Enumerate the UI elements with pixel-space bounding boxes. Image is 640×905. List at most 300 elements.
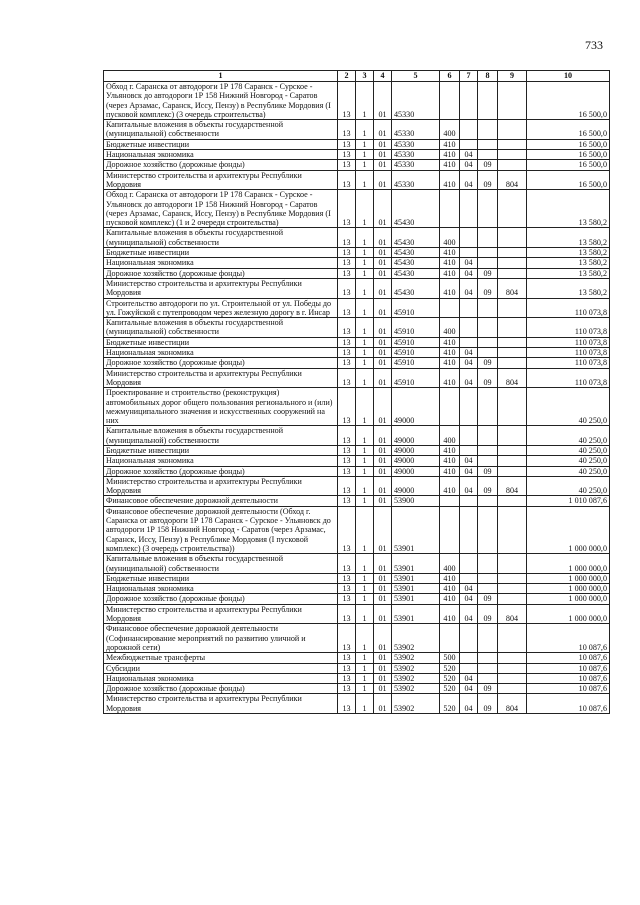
table-row — [104, 368, 610, 388]
amount-cell: 13 580,2 — [527, 190, 610, 228]
amount-cell: 10 087,6 — [527, 673, 610, 683]
department-code-cell — [498, 248, 527, 258]
subsection-code-cell — [478, 150, 498, 160]
item-name-cell: Национальная экономика — [104, 673, 338, 683]
header-row — [104, 71, 610, 82]
program-code-cell: 1 — [356, 258, 374, 268]
amount-cell: 10 087,6 — [527, 624, 610, 653]
table-row — [104, 594, 610, 604]
expense-type-cell: 520 — [440, 673, 460, 683]
department-code-cell — [498, 388, 527, 426]
section-code-cell: 04 — [460, 358, 478, 368]
section-code-cell: 04 — [460, 594, 478, 604]
column-header: 5 — [392, 71, 440, 82]
target-code-cell: 45910 — [392, 337, 440, 347]
subsection-code-cell — [478, 258, 498, 268]
subprogram-code-cell: 01 — [374, 258, 392, 268]
department-code-cell: 804 — [498, 694, 527, 714]
program-code-cell: 1 — [356, 358, 374, 368]
section-code-cell: 04 — [460, 348, 478, 358]
item-name-cell: Финансовое обеспечение дорожной деятельности (Софинансирование мероприятий по развитию уличной и дорожной сети) — [104, 624, 338, 653]
expense-type-cell: 520 — [440, 694, 460, 714]
subprogram-code-cell: 01 — [374, 584, 392, 594]
section-code-cell — [460, 624, 478, 653]
ministry-code-cell: 13 — [338, 298, 356, 318]
expense-type-cell: 410 — [440, 278, 460, 298]
subprogram-code-cell: 01 — [374, 278, 392, 298]
table-row — [104, 663, 610, 673]
subprogram-code-cell: 01 — [374, 190, 392, 228]
subsection-code-cell: 09 — [478, 604, 498, 624]
program-code-cell: 1 — [356, 426, 374, 446]
subprogram-code-cell: 01 — [374, 694, 392, 714]
subsection-code-cell — [478, 82, 498, 120]
page-number: 733 — [585, 38, 603, 52]
subprogram-code-cell: 01 — [374, 594, 392, 604]
amount-cell: 1 000 000,0 — [527, 604, 610, 624]
department-code-cell — [498, 673, 527, 683]
expense-type-cell — [440, 506, 460, 553]
expense-type-cell: 410 — [440, 268, 460, 278]
department-code-cell — [498, 358, 527, 368]
target-code-cell: 53901 — [392, 604, 440, 624]
subsection-code-cell — [478, 445, 498, 455]
section-code-cell: 04 — [460, 258, 478, 268]
amount-cell: 110 073,8 — [527, 318, 610, 338]
department-code-cell — [498, 348, 527, 358]
department-code-cell — [498, 337, 527, 347]
section-code-cell: 04 — [460, 456, 478, 466]
subsection-code-cell: 09 — [478, 476, 498, 496]
expense-type-cell — [440, 496, 460, 506]
table-row — [104, 496, 610, 506]
target-code-cell: 49000 — [392, 476, 440, 496]
program-code-cell: 1 — [356, 228, 374, 248]
subsection-code-cell — [478, 120, 498, 140]
program-code-cell: 1 — [356, 190, 374, 228]
target-code-cell: 45430 — [392, 268, 440, 278]
item-name-cell: Субсидии — [104, 663, 338, 673]
amount-cell: 40 250,0 — [527, 466, 610, 476]
amount-cell: 13 580,2 — [527, 228, 610, 248]
table-row — [104, 318, 610, 338]
department-code-cell: 804 — [498, 368, 527, 388]
amount-cell: 40 250,0 — [527, 388, 610, 426]
item-name-cell: Бюджетные инвестиции — [104, 248, 338, 258]
department-code-cell — [498, 426, 527, 446]
item-name-cell: Межбюджетные трансферты — [104, 653, 338, 663]
program-code-cell: 1 — [356, 456, 374, 466]
section-code-cell — [460, 496, 478, 506]
target-code-cell: 49000 — [392, 445, 440, 455]
amount-cell: 40 250,0 — [527, 476, 610, 496]
amount-cell: 16 500,0 — [527, 170, 610, 190]
ministry-code-cell: 13 — [338, 268, 356, 278]
target-code-cell: 45910 — [392, 348, 440, 358]
section-code-cell — [460, 554, 478, 574]
program-code-cell: 1 — [356, 445, 374, 455]
amount-cell: 40 250,0 — [527, 426, 610, 446]
department-code-cell — [498, 663, 527, 673]
department-code-cell — [498, 445, 527, 455]
amount-cell: 16 500,0 — [527, 82, 610, 120]
subprogram-code-cell: 01 — [374, 496, 392, 506]
expense-type-cell: 500 — [440, 653, 460, 663]
table-body — [104, 82, 610, 714]
table-row — [104, 258, 610, 268]
target-code-cell: 53901 — [392, 506, 440, 553]
target-code-cell: 45910 — [392, 358, 440, 368]
ministry-code-cell: 13 — [338, 228, 356, 248]
table-row — [104, 426, 610, 446]
subsection-code-cell — [478, 337, 498, 347]
expense-type-cell: 410 — [440, 337, 460, 347]
department-code-cell — [498, 624, 527, 653]
target-code-cell: 53901 — [392, 554, 440, 574]
item-name-cell: Капитальные вложения в объекты государственной (муниципальной) собственности — [104, 228, 338, 248]
subprogram-code-cell: 01 — [374, 348, 392, 358]
program-code-cell: 1 — [356, 496, 374, 506]
amount-cell: 110 073,8 — [527, 337, 610, 347]
expense-type-cell — [440, 190, 460, 228]
table-row — [104, 466, 610, 476]
ministry-code-cell: 13 — [338, 694, 356, 714]
subsection-code-cell — [478, 506, 498, 553]
department-code-cell — [498, 584, 527, 594]
target-code-cell: 53901 — [392, 573, 440, 583]
target-code-cell: 45910 — [392, 298, 440, 318]
subsection-code-cell — [478, 190, 498, 228]
expense-type-cell: 410 — [440, 170, 460, 190]
subsection-code-cell: 09 — [478, 594, 498, 604]
program-code-cell: 1 — [356, 298, 374, 318]
section-code-cell — [460, 573, 478, 583]
program-code-cell: 1 — [356, 170, 374, 190]
column-header: 6 — [440, 71, 460, 82]
section-code-cell — [460, 445, 478, 455]
item-name-cell: Национальная экономика — [104, 456, 338, 466]
expense-type-cell — [440, 298, 460, 318]
subsection-code-cell: 09 — [478, 160, 498, 170]
ministry-code-cell: 13 — [338, 368, 356, 388]
department-code-cell — [498, 139, 527, 149]
section-code-cell: 04 — [460, 673, 478, 683]
subprogram-code-cell: 01 — [374, 150, 392, 160]
subprogram-code-cell: 01 — [374, 476, 392, 496]
column-header: 1 — [104, 71, 338, 82]
table-row — [104, 170, 610, 190]
subprogram-code-cell: 01 — [374, 456, 392, 466]
amount-cell: 110 073,8 — [527, 348, 610, 358]
table-row — [104, 278, 610, 298]
program-code-cell: 1 — [356, 348, 374, 358]
section-code-cell — [460, 337, 478, 347]
subprogram-code-cell: 01 — [374, 160, 392, 170]
ministry-code-cell: 13 — [338, 278, 356, 298]
subprogram-code-cell: 01 — [374, 466, 392, 476]
item-name-cell: Дорожное хозяйство (дорожные фонды) — [104, 160, 338, 170]
item-name-cell: Капитальные вложения в объекты государственной (муниципальной) собственности — [104, 318, 338, 338]
table-row — [104, 673, 610, 683]
subprogram-code-cell: 01 — [374, 684, 392, 694]
department-code-cell — [498, 298, 527, 318]
subprogram-code-cell: 01 — [374, 573, 392, 583]
item-name-cell: Министерство строительства и архитектуры Республики Мордовия — [104, 278, 338, 298]
subsection-code-cell — [478, 496, 498, 506]
section-code-cell: 04 — [460, 584, 478, 594]
table-row — [104, 337, 610, 347]
ministry-code-cell: 13 — [338, 388, 356, 426]
expense-type-cell: 400 — [440, 228, 460, 248]
program-code-cell: 1 — [356, 624, 374, 653]
target-code-cell: 53901 — [392, 584, 440, 594]
item-name-cell: Дорожное хозяйство (дорожные фонды) — [104, 466, 338, 476]
target-code-cell: 53901 — [392, 594, 440, 604]
subsection-code-cell: 09 — [478, 358, 498, 368]
subprogram-code-cell: 01 — [374, 604, 392, 624]
subsection-code-cell: 09 — [478, 278, 498, 298]
section-code-cell: 04 — [460, 466, 478, 476]
expense-type-cell: 400 — [440, 120, 460, 140]
subsection-code-cell: 09 — [478, 268, 498, 278]
ministry-code-cell: 13 — [338, 139, 356, 149]
subprogram-code-cell: 01 — [374, 82, 392, 120]
subprogram-code-cell: 01 — [374, 268, 392, 278]
ministry-code-cell: 13 — [338, 445, 356, 455]
subsection-code-cell: 09 — [478, 368, 498, 388]
ministry-code-cell: 13 — [338, 673, 356, 683]
expense-type-cell: 410 — [440, 476, 460, 496]
table-row — [104, 298, 610, 318]
amount-cell: 1 000 000,0 — [527, 594, 610, 604]
target-code-cell: 45330 — [392, 160, 440, 170]
item-name-cell: Министерство строительства и архитектуры Республики Мордовия — [104, 604, 338, 624]
program-code-cell: 1 — [356, 673, 374, 683]
subsection-code-cell — [478, 584, 498, 594]
item-name-cell: Национальная экономика — [104, 348, 338, 358]
department-code-cell — [498, 456, 527, 466]
subprogram-code-cell: 01 — [374, 388, 392, 426]
item-name-cell: Министерство строительства и архитектуры Республики Мордовия — [104, 368, 338, 388]
table-row — [104, 190, 610, 228]
subsection-code-cell — [478, 388, 498, 426]
item-name-cell: Капитальные вложения в объекты государственной (муниципальной) собственности — [104, 426, 338, 446]
amount-cell: 16 500,0 — [527, 120, 610, 140]
expense-type-cell: 410 — [440, 348, 460, 358]
section-code-cell — [460, 426, 478, 446]
subprogram-code-cell: 01 — [374, 298, 392, 318]
section-code-cell — [460, 388, 478, 426]
subprogram-code-cell: 01 — [374, 445, 392, 455]
program-code-cell: 1 — [356, 476, 374, 496]
program-code-cell: 1 — [356, 694, 374, 714]
expense-type-cell: 410 — [440, 139, 460, 149]
section-code-cell — [460, 228, 478, 248]
target-code-cell: 53900 — [392, 496, 440, 506]
program-code-cell: 1 — [356, 573, 374, 583]
item-name-cell: Бюджетные инвестиции — [104, 337, 338, 347]
department-code-cell — [498, 150, 527, 160]
program-code-cell: 1 — [356, 160, 374, 170]
section-code-cell — [460, 663, 478, 673]
subsection-code-cell: 09 — [478, 684, 498, 694]
expense-type-cell: 410 — [440, 368, 460, 388]
table-row — [104, 653, 610, 663]
expense-type-cell: 410 — [440, 456, 460, 466]
table-row — [104, 604, 610, 624]
budget-table — [103, 70, 610, 714]
expense-type-cell — [440, 82, 460, 120]
amount-cell: 16 500,0 — [527, 150, 610, 160]
subsection-code-cell — [478, 673, 498, 683]
expense-type-cell: 400 — [440, 426, 460, 446]
table-row — [104, 624, 610, 653]
target-code-cell: 53902 — [392, 624, 440, 653]
program-code-cell: 1 — [356, 554, 374, 574]
section-code-cell — [460, 190, 478, 228]
amount-cell: 10 087,6 — [527, 663, 610, 673]
program-code-cell: 1 — [356, 506, 374, 553]
department-code-cell: 804 — [498, 604, 527, 624]
ministry-code-cell: 13 — [338, 506, 356, 553]
ministry-code-cell: 13 — [338, 624, 356, 653]
item-name-cell: Министерство строительства и архитектуры Республики Мордовия — [104, 476, 338, 496]
program-code-cell: 1 — [356, 368, 374, 388]
ministry-code-cell: 13 — [338, 348, 356, 358]
amount-cell: 40 250,0 — [527, 456, 610, 466]
program-code-cell: 1 — [356, 663, 374, 673]
program-code-cell: 1 — [356, 337, 374, 347]
amount-cell: 1 000 000,0 — [527, 584, 610, 594]
item-name-cell: Национальная экономика — [104, 584, 338, 594]
ministry-code-cell: 13 — [338, 653, 356, 663]
program-code-cell: 1 — [356, 278, 374, 298]
ministry-code-cell: 13 — [338, 358, 356, 368]
target-code-cell: 53902 — [392, 694, 440, 714]
ministry-code-cell: 13 — [338, 456, 356, 466]
amount-cell: 1 010 087,6 — [527, 496, 610, 506]
section-code-cell — [460, 318, 478, 338]
ministry-code-cell: 13 — [338, 150, 356, 160]
item-name-cell: Обход г. Саранска от автодороги 1Р 178 Саранск - Сурское - Ульяновск до автодороги 1Р 158 Нижний Новгород - Саратов (через Арзамас, Саранск, Исcу, Пензу) в Республике Мордовия (I пусковой комплекс) (3 очередь строительства) — [104, 82, 338, 120]
target-code-cell: 49000 — [392, 466, 440, 476]
department-code-cell — [498, 653, 527, 663]
subsection-code-cell — [478, 348, 498, 358]
expense-type-cell: 400 — [440, 318, 460, 338]
amount-cell: 1 000 000,0 — [527, 506, 610, 553]
target-code-cell: 53902 — [392, 673, 440, 683]
expense-type-cell: 410 — [440, 573, 460, 583]
item-name-cell: Проектирование и строительство (реконструкция) автомобильных дорог общего пользования регионального и (или) межмуниципального значения и искусственных сооружений на них — [104, 388, 338, 426]
subsection-code-cell: 09 — [478, 170, 498, 190]
amount-cell: 13 580,2 — [527, 248, 610, 258]
ministry-code-cell: 13 — [338, 496, 356, 506]
amount-cell: 10 087,6 — [527, 653, 610, 663]
amount-cell: 10 087,6 — [527, 684, 610, 694]
department-code-cell — [498, 258, 527, 268]
subsection-code-cell — [478, 228, 498, 248]
department-code-cell — [498, 573, 527, 583]
amount-cell: 110 073,8 — [527, 298, 610, 318]
ministry-code-cell: 13 — [338, 584, 356, 594]
expense-type-cell: 410 — [440, 150, 460, 160]
section-code-cell — [460, 120, 478, 140]
target-code-cell: 45330 — [392, 82, 440, 120]
expense-type-cell: 410 — [440, 584, 460, 594]
table-row — [104, 358, 610, 368]
column-header: 3 — [356, 71, 374, 82]
ministry-code-cell: 13 — [338, 258, 356, 268]
subprogram-code-cell: 01 — [374, 170, 392, 190]
target-code-cell: 45430 — [392, 228, 440, 248]
ministry-code-cell: 13 — [338, 554, 356, 574]
section-code-cell: 04 — [460, 160, 478, 170]
department-code-cell — [498, 466, 527, 476]
expense-type-cell: 410 — [440, 358, 460, 368]
subprogram-code-cell: 01 — [374, 248, 392, 258]
expense-type-cell: 410 — [440, 248, 460, 258]
table-row — [104, 120, 610, 140]
target-code-cell: 45330 — [392, 150, 440, 160]
item-name-cell: Национальная экономика — [104, 150, 338, 160]
table-row — [104, 476, 610, 496]
ministry-code-cell: 13 — [338, 594, 356, 604]
amount-cell: 16 500,0 — [527, 160, 610, 170]
ministry-code-cell: 13 — [338, 426, 356, 446]
target-code-cell: 49000 — [392, 388, 440, 426]
subsection-code-cell — [478, 426, 498, 446]
subprogram-code-cell: 01 — [374, 426, 392, 446]
amount-cell: 110 073,8 — [527, 358, 610, 368]
subsection-code-cell — [478, 554, 498, 574]
target-code-cell: 49000 — [392, 456, 440, 466]
target-code-cell: 45910 — [392, 368, 440, 388]
subsection-code-cell — [478, 653, 498, 663]
table-row — [104, 584, 610, 594]
table-row — [104, 445, 610, 455]
program-code-cell: 1 — [356, 150, 374, 160]
subprogram-code-cell: 01 — [374, 554, 392, 574]
amount-cell: 13 580,2 — [527, 258, 610, 268]
amount-cell: 1 000 000,0 — [527, 554, 610, 574]
section-code-cell — [460, 653, 478, 663]
section-code-cell — [460, 506, 478, 553]
section-code-cell: 04 — [460, 150, 478, 160]
table-row — [104, 388, 610, 426]
expense-type-cell: 400 — [440, 554, 460, 574]
amount-cell: 40 250,0 — [527, 445, 610, 455]
ministry-code-cell: 13 — [338, 466, 356, 476]
section-code-cell: 04 — [460, 694, 478, 714]
item-name-cell: Капитальные вложения в объекты государственной (муниципальной) собственности — [104, 554, 338, 574]
program-code-cell: 1 — [356, 604, 374, 624]
department-code-cell — [498, 120, 527, 140]
item-name-cell: Финансовое обеспечение дорожной деятельности (Обход г. Саранска от автодороги 1Р 178 Саранск - Сурское - Ульяновск до автодороги 1Р 158 Нижний Новгород - Саратов (через Арзамас, Саранск, Исcу, Пензу) в Республике Мордовия (I пусковой комплекс) (3 очередь строительства)) — [104, 506, 338, 553]
department-code-cell — [498, 228, 527, 248]
subprogram-code-cell: 01 — [374, 337, 392, 347]
subprogram-code-cell: 01 — [374, 120, 392, 140]
item-name-cell: Дорожное хозяйство (дорожные фонды) — [104, 358, 338, 368]
ministry-code-cell: 13 — [338, 248, 356, 258]
section-code-cell — [460, 139, 478, 149]
section-code-cell — [460, 248, 478, 258]
section-code-cell — [460, 82, 478, 120]
subprogram-code-cell: 01 — [374, 358, 392, 368]
target-code-cell: 45430 — [392, 248, 440, 258]
subprogram-code-cell: 01 — [374, 506, 392, 553]
ministry-code-cell: 13 — [338, 82, 356, 120]
subsection-code-cell — [478, 663, 498, 673]
